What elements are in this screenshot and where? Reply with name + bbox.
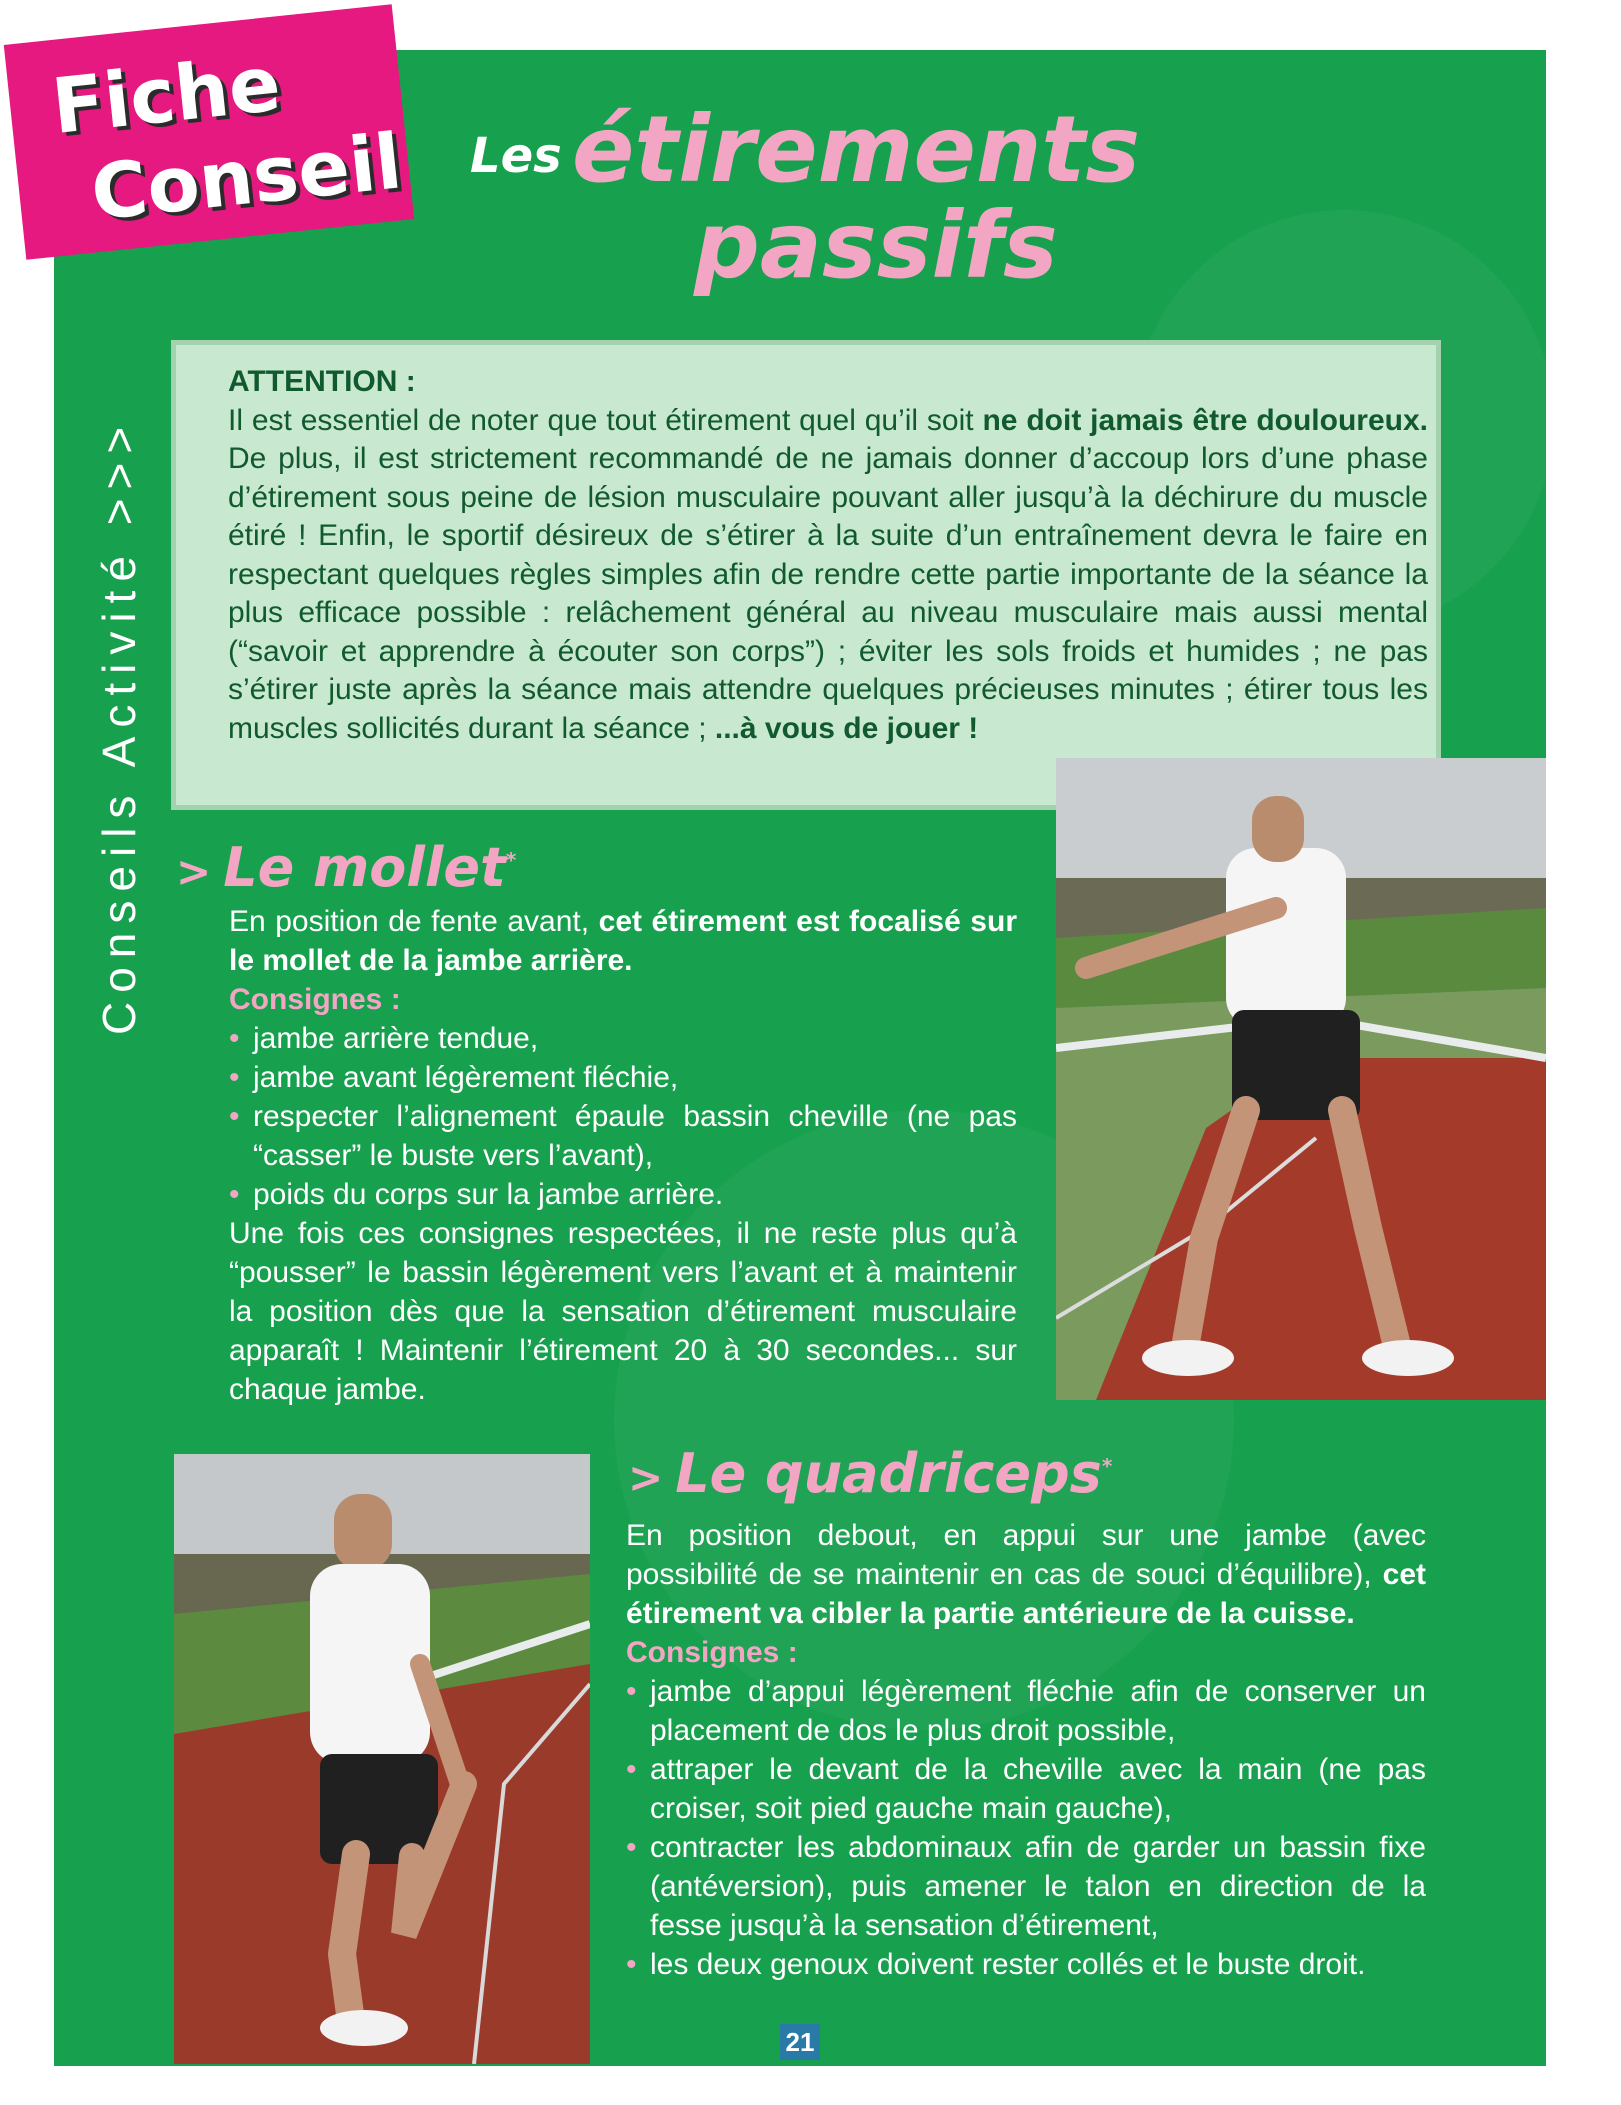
attention-bold-2: ...à vous de jouer !	[714, 711, 979, 745]
section-heading-quadriceps	[628, 1442, 1112, 1505]
fiche-conseil-badge	[4, 4, 414, 260]
list-item: • poids du corps sur la jambe arrière.	[229, 1175, 1017, 1214]
photo-calf-stretch	[1056, 758, 1546, 1400]
heading-text: Le quadriceps	[675, 1442, 1102, 1505]
chevron-right-icon: >	[176, 847, 212, 896]
list-item: • les deux genoux doivent rester collés et le buste droit.	[626, 1945, 1426, 1984]
mollet-outro: Une fois ces consignes respectées, il ne reste plus qu’à “pousser” le bassin légèrement vers l’avant et à maintenir la position dès que la sensation d’étirement musculaire apparaît ! Maintenir l’étirement 20 à 30 secondes... sur chaque jambe.	[229, 1217, 1017, 1406]
photo-quadriceps-stretch	[174, 1454, 590, 2064]
badge-line-1: Fiche	[47, 38, 285, 151]
attention-text	[228, 363, 1428, 748]
footnote-asterisk: *	[505, 848, 517, 872]
section-heading-mollet	[176, 836, 516, 899]
mollet-intro: En position de fente avant,	[229, 905, 599, 938]
mollet-list	[229, 1019, 1017, 1214]
section-quadriceps	[626, 1516, 1426, 1984]
attention-part-1: Il est essentiel de noter que tout étirement quel qu’il soit	[228, 403, 983, 437]
section-sidebar-label: Conseils Activité >>>	[93, 417, 145, 1035]
mollet-intro-bold: cet étirement est focalisé sur le mollet de la jambe arrière.	[229, 905, 1017, 977]
quadriceps-intro-bold: cet étirement va cibler la partie antérieure de la cuisse.	[626, 1558, 1426, 1630]
list-item: • contracter les abdominaux afin de garder un bassin fixe (antéversion), puis amener le talon en direction de la fesse jusqu’à la sensation d’étirement,	[626, 1828, 1426, 1945]
badge-line-2: Conseil	[87, 116, 406, 238]
consignes-label: Consignes :	[229, 983, 401, 1016]
list-item: • jambe d’appui légèrement fléchie afin de conserver un placement de dos le plus droit possible,	[626, 1672, 1426, 1750]
heading-text: Le mollet	[223, 836, 506, 899]
title-word-2: passifs	[694, 192, 1058, 299]
quadriceps-intro: En position debout, en appui sur une jambe (avec possibilité de se maintenir en cas de souci d’équilibre),	[626, 1519, 1426, 1591]
list-item: • jambe arrière tendue,	[229, 1019, 1017, 1058]
attention-part-2: De plus, il est strictement recommandé de ne jamais donner d’accoup lors d’une phase d’étirement sous peine de lésion musculaire pouvant aller jusqu’à la déchirure du muscle étiré ! Enfin, le sportif désireux de s’étirer à la suite d’un entraînement devra le faire en respectant quelques règles simples afin de rendre cette partie importante de la séance la plus efficace possible : relâchement général au niveau musculaire mais aussi mental (“savoir et apprendre à écouter son corps”) ; éviter les sols froids et humides ; ne pas s’étirer juste après la séance mais attendre quelques précieuses minutes ; étirer tous les muscles sollicités durant la séance ;	[228, 442, 1428, 745]
quadriceps-list	[626, 1672, 1426, 1984]
list-item: • attraper le devant de la cheville avec la main (ne pas croiser, soit pied gauche main gauche),	[626, 1750, 1426, 1828]
page-number: 21	[780, 2024, 820, 2060]
consignes-label: Consignes :	[626, 1636, 798, 1669]
chevron-right-icon: >	[628, 1453, 664, 1502]
title-word-1: étirements	[572, 96, 1141, 203]
attention-bold-1: ne doit jamais être douloureux.	[982, 403, 1428, 437]
title-prefix: Les	[470, 128, 562, 184]
footnote-asterisk: *	[1101, 1454, 1113, 1478]
list-item: • jambe avant légèrement fléchie,	[229, 1058, 1017, 1097]
list-item: • respecter l’alignement épaule bassin cheville (ne pas “casser” le buste vers l’avant),	[229, 1097, 1017, 1175]
attention-title: ATTENTION :	[228, 365, 416, 398]
attention-box	[176, 345, 1436, 805]
section-mollet	[229, 902, 1017, 1409]
